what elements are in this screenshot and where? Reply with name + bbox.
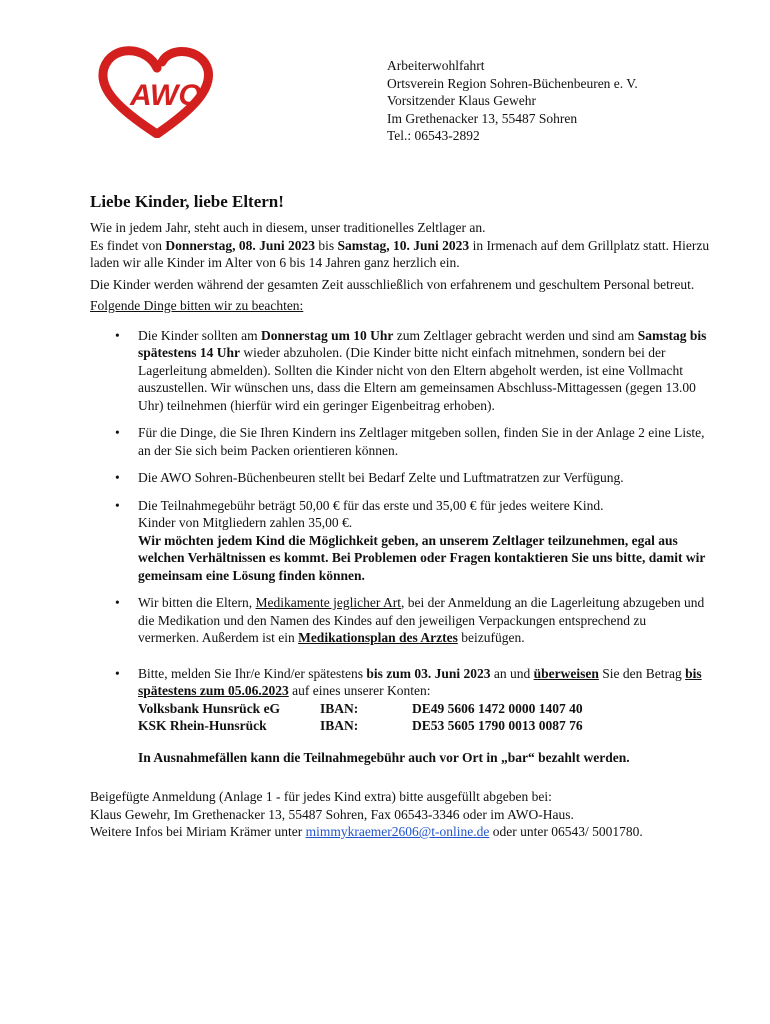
- list-item: • Für die Dinge, die Sie Ihren Kindern ins Zeltlager mitgeben sollen, finden Sie in der Anlage 2 eine Liste, an der Sie sich beim Packen orientieren können.: [115, 425, 705, 458]
- notice-heading: Folgende Dinge bitten wir zu beachten:: [90, 298, 304, 313]
- iban-value[interactable]: DE53 5605 1790 0013 0087 76: [412, 718, 583, 733]
- footer-registration: Beigefügte Anmeldung (Anlage 1 - für jedes Kind extra) bitte ausgefüllt abgeben bei:: [90, 789, 552, 804]
- list-item: • Die Kinder sollten am Donnerstag um 10 Uhr zum Zeltlager gebracht werden und sind am Samstag bis spätestens 14 Uhr wieder abzuholen. (Die Kinder bitte nicht einfach mitnehmen, sondern bei der Lagerleitung abmelden). Sollten die Kinder nicht von den Eltern abgeholt werden, ist eine Vollmacht auszustellen. Wir wünschen uns, dass die Eltern am gemeinsamen Abschluss-Mittagessen (gegen 13.00 Uhr) teilnehmen (hierfür wird ein geringer Eigenbeitrag erhoben).: [115, 327, 707, 413]
- list-item: • Die AWO Sohren-Büchenbeuren stellt bei Bedarf Zelte und Luftmatratzen zur Verfügung.: [115, 470, 624, 485]
- bullet-icon: •: [115, 497, 120, 513]
- bullet-icon: •: [115, 327, 120, 343]
- iban-value[interactable]: DE49 5606 1472 0000 1407 40: [412, 700, 583, 716]
- salutation-heading: Liebe Kinder, liebe Eltern!: [90, 192, 284, 211]
- sender-address: [387, 57, 638, 145]
- bullet-icon: •: [115, 665, 120, 681]
- bank-account-row: KSK Rhein-Hunsrück IBAN: DE53 5605 1790 0013 0087 76: [138, 718, 583, 733]
- bank-account-row: Volksbank Hunsrück eG IBAN: DE49 5606 1472 0000 1407 40: [138, 700, 583, 716]
- list-item: • Die Teilnahmegebühr beträgt 50,00 € für das erste und 35,00 € für jedes weitere Kind. Kinder von Mitgliedern zahlen 35,00 €. Wir möchten jedem Kind die Möglichkeit geben, an unserem Zeltlager teilzunehmen, egal aus welchen Verhältnissen es kommt. Bei Problemen oder Fragen kontaktieren Sie uns bitte, damit wir gemeinsam eine Lösung finden können.: [115, 497, 706, 583]
- address-chair: Vorsitzender Klaus Gewehr: [387, 93, 536, 108]
- cash-payment-note: In Ausnahmefällen kann die Teilnahmegebühr auch vor Ort in „bar“ bezahlt werden.: [138, 749, 630, 765]
- letter-body: [90, 219, 710, 841]
- intro-dates: Es findet von Donnerstag, 08. Juni 2023 bis Samstag, 10. Juni 2023 in Irmenach auf dem Grillplatz statt. Hierzu laden wir alle Kinder im Alter von 6 bis 14 Jahren ganz herzlich ein.: [90, 237, 710, 270]
- bullet-icon: •: [115, 470, 120, 485]
- address-local: Ortsverein Region Sohren-Büchenbeuren e. V.: [387, 75, 638, 91]
- address-phone: Tel.: 06543-2892: [387, 128, 480, 143]
- address-street: Im Grethenacker 13, 55487 Sohren: [387, 110, 578, 126]
- bullet-icon: •: [115, 595, 120, 610]
- list-item: • Bitte, melden Sie Ihr/e Kind/er spätestens bis zum 03. Juni 2023 an und überweisen Sie den Betrag bis spätestens zum 05.06.2023 auf eines unserer Konten: Volksbank Hunsrück eG IBAN: DE49 5606 1472 0000 1407 40 KSK Rhein-Hunsrück IBAN: DE53 5605 1790 0013 0087 76: [90, 665, 710, 735]
- bullet-icon: •: [115, 425, 120, 440]
- address-org: Arbeiterwohlfahrt: [387, 58, 485, 73]
- email-link[interactable]: mimmykraemer2606@t-online.de: [305, 824, 490, 839]
- list-item: • Wir bitten die Eltern, Medikamente jeglicher Art, bei der Anmeldung an die Lagerleitung abzugeben und die Medikation und den Namen des Kindes auf den jeweiligen Verpackungen entsprechend zu vermerken. Außerdem ist ein Medikationsplan des Arztes beizufügen.: [115, 595, 705, 645]
- intro-supervision: Die Kinder werden während der gesamten Zeit ausschließlich von erfahrenem und geschultem Personal betreut.: [90, 276, 695, 292]
- logo-text: AWO: [130, 79, 202, 112]
- awo-logo: [92, 38, 222, 138]
- footer-info: Weitere Infos bei Miriam Krämer unter mimmykraemer2606@t-online.de oder unter 06543/ 5001780.: [90, 824, 643, 839]
- footer-contact: Klaus Gewehr, Im Grethenacker 13, 55487 Sohren, Fax 06543-3346 oder im AWO-Haus.: [90, 806, 574, 822]
- notice-list: [90, 327, 710, 735]
- intro-line-1: Wie in jedem Jahr, steht auch in diesem, unser traditionelles Zeltlager an.: [90, 220, 486, 235]
